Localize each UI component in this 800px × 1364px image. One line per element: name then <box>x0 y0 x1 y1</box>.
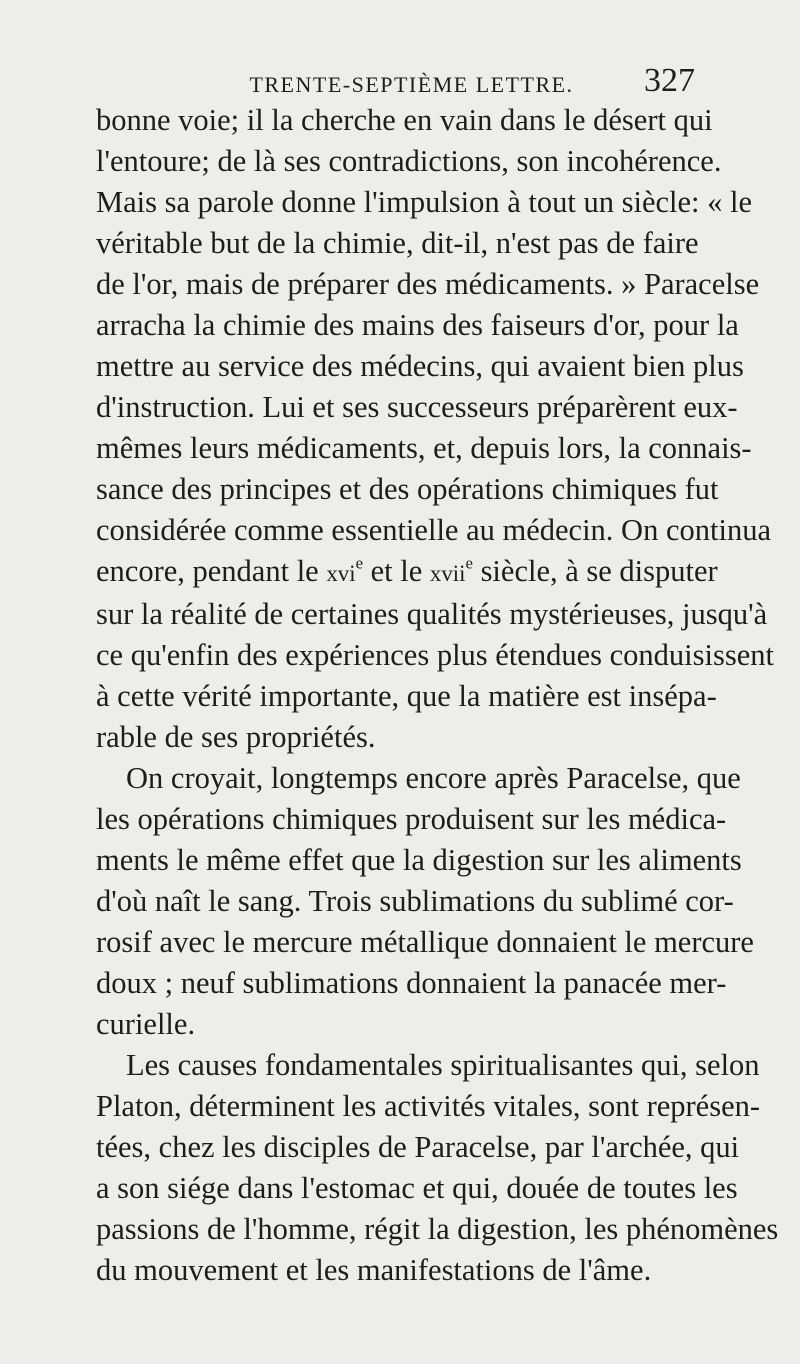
body-text <box>96 100 779 1291</box>
text-line: curielle. <box>96 1007 196 1041</box>
text-line: rosif avec le mercure métallique donnaient le mercure <box>96 925 754 959</box>
page-number: 327 <box>644 62 695 99</box>
text-line: Les causes fondamentales spiritualisantes qui, selon <box>126 1048 760 1082</box>
text-line: ments le même effet que la digestion sur les aliments <box>96 843 742 877</box>
text-line: les opérations chimiques produisent sur les médica- <box>96 802 727 836</box>
text-line: l'entoure; de là ses contradictions, son incohérence. <box>96 144 722 178</box>
text-segment: siècle, à se disputer <box>472 554 718 588</box>
century-numeral: xvii <box>429 561 466 586</box>
text-line: tées, chez les disciples de Paracelse, par l'archée, qui <box>96 1130 740 1164</box>
text-line: passions de l'homme, régit la digestion, les phénomènes <box>96 1212 779 1246</box>
text-line: doux ; neuf sublimations donnaient la panacée mer- <box>96 966 727 1000</box>
century-numeral: xvi <box>326 561 356 586</box>
ordinal-suffix: e <box>355 553 364 573</box>
text-segment: et le <box>363 554 430 588</box>
text-line: arracha la chimie des mains des faiseurs d'or, pour la <box>96 308 739 342</box>
text-line: de l'or, mais de préparer des médicaments. » Paracelse <box>96 267 760 301</box>
text-line: On croyait, longtemps encore après Paracelse, que <box>126 761 741 795</box>
page-header <box>128 62 695 102</box>
text-line: Platon, déterminent les activités vitales, sont représen- <box>96 1089 761 1123</box>
ordinal-suffix: e <box>465 553 473 573</box>
text-line: à cette vérité importante, que la matière est insépa- <box>96 679 717 713</box>
text-line: Mais sa parole donne l'impulsion à tout un siècle: « le <box>96 185 753 219</box>
text-line: d'où naît le sang. Trois sublimations du sublimé cor- <box>96 884 734 918</box>
text-line: d'instruction. Lui et ses successeurs préparèrent eux- <box>96 390 738 424</box>
text-line: bonne voie; il la cherche en vain dans le désert qui <box>96 103 713 137</box>
text-line: mettre au service des médecins, qui avaient bien plus <box>96 349 744 383</box>
text-line: a son siége dans l'estomac et qui, douée de toutes les <box>96 1171 738 1205</box>
text-line: du mouvement et les manifestations de l'âme. <box>96 1253 652 1287</box>
text-line: ce qu'enfin des expériences plus étendues conduisissent <box>96 638 774 672</box>
text-line: rable de ses propriétés. <box>96 720 376 754</box>
text-line: véritable but de la chimie, dit-il, n'est pas de faire <box>96 226 699 260</box>
text-line: sance des principes et des opérations chimiques fut <box>96 472 719 506</box>
running-title: TRENTE-SEPTIÈME LETTRE. <box>249 72 574 97</box>
text-line: considérée comme essentielle au médecin. On continua <box>96 513 771 547</box>
text-line: sur la réalité de certaines qualités mystérieuses, jusqu'à <box>96 597 768 631</box>
text-segment: encore, pendant le <box>96 554 327 588</box>
text-line: mêmes leurs médicaments, et, depuis lors, la connais- <box>96 431 752 465</box>
text-line <box>96 551 718 594</box>
